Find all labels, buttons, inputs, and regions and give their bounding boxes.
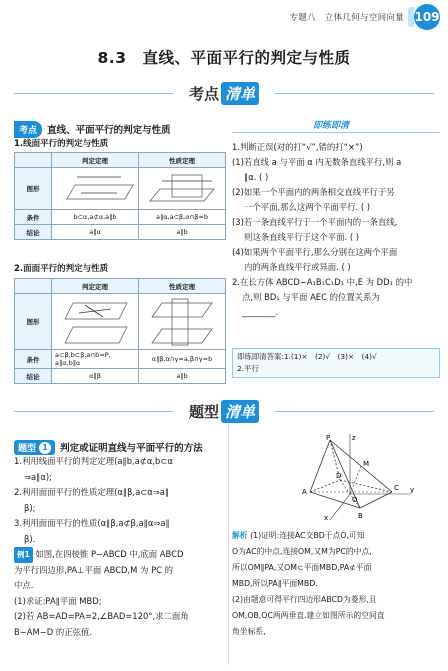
running-title: 专题八 立体几何与空间向量	[289, 13, 404, 23]
label-P: P	[326, 434, 331, 442]
label-M: M	[363, 460, 370, 468]
row-label: 图形	[15, 168, 52, 210]
solution-line: 所以OM∥PA,又OM⊂平面MBD,PA⊄平面	[232, 563, 372, 572]
method-line: 2.利用面面平行的性质定理(α∥β,a⊂α⇒a∥	[14, 487, 170, 497]
method-list	[14, 454, 226, 640]
figure-cell	[139, 294, 226, 350]
cond-cell: α∥β,α∩γ=a,β∩γ=b	[139, 350, 226, 369]
example-line: 为平行四边形,PA⊥平面 ABCD,M 为 PC 的	[14, 564, 174, 575]
banner-word-a: 题型	[188, 402, 219, 421]
question-line: 1.判断正误(对的打“√”,错的打“×”)	[232, 142, 363, 152]
example-line: (1)求证:PA∥平面 MBD;	[14, 595, 102, 606]
method-line: 3.利用面面平行的性质(α∥β,a⊄β,a∥α⇒a∥	[14, 518, 170, 528]
label-z: z	[352, 434, 356, 442]
label-B: B	[358, 512, 363, 520]
example-text: 如图,在四棱锥 P−ABCD 中,底面 ABCD	[35, 549, 184, 559]
practice-questions	[232, 140, 442, 320]
solution-line: (2)由题意可得平行四边形ABCD为菱形,且	[232, 595, 377, 604]
concl-cell: a∥α	[52, 225, 139, 240]
cond-cell: b⊂α,a⊄α,a∥b	[52, 210, 139, 225]
solution-line: MBD,所以PA∥平面MBD.	[232, 579, 318, 588]
question-line: 2.在长方体 ABCD−A₁B₁C₁D₁ 中,E 为 DD₁ 的中	[232, 277, 413, 287]
kaodian-tag: 考点	[14, 121, 42, 138]
row-label: 条件	[15, 350, 52, 369]
example-tag: 例1	[14, 547, 33, 563]
column-divider	[228, 425, 229, 665]
question-line: (4)如果两个平面平行,那么分别在这两个平面	[232, 247, 398, 257]
question-line: 一个平面,那么这两个平面平行. ( )	[244, 202, 371, 212]
question-line: (3)若一条直线平行于一个平面内的一条直线,	[232, 217, 398, 227]
table-header: 判定定理	[52, 153, 139, 168]
page-number: 109	[414, 4, 440, 30]
solution-line: O为AC的中点,连接OM,又M为PC的中点,	[232, 547, 372, 556]
question-line: (1)若直线 a 与平面 α 内无数条直线平行,则 a	[232, 157, 402, 167]
method-line: 1.利用线面平行的判定定理(a∥b,a⊄α,b⊂α	[14, 456, 173, 466]
row-label: 图形	[15, 294, 52, 350]
figure-cell	[52, 168, 139, 210]
solution-tag: 解析	[232, 531, 248, 540]
example-line: B−AM−D 的正弦值.	[14, 626, 93, 637]
kaodian-heading	[14, 118, 171, 138]
concl-cell: a∥b	[139, 369, 226, 384]
tixing-tag-label: 题型	[18, 444, 37, 454]
chapter-title: 8.3 直线、平面平行的判定与性质	[97, 49, 351, 67]
sub-title-2: 2.面面平行的判定与性质	[14, 264, 109, 274]
plane-line-figure	[142, 171, 222, 207]
row-label: 结论	[15, 225, 52, 240]
label-x: x	[324, 514, 329, 522]
plane-line-figure	[55, 171, 135, 207]
solution-line: 角坐标系,	[232, 627, 266, 636]
figure-cell	[52, 294, 139, 350]
label-y: y	[410, 486, 415, 494]
example-line: (2)若 AB=AD=PA=2,∠BAD=120°,求二面角	[14, 611, 189, 621]
banner-word-b: 清单	[221, 82, 259, 105]
answer-line: 即练即清答案:1.(1)× (2)√ (3)× (4)√	[237, 352, 377, 361]
kaodian-title: 直线、平面平行的判定与性质	[47, 125, 171, 136]
tixing-heading	[14, 436, 203, 455]
row-label: 条件	[15, 210, 52, 225]
table-plane-plane	[14, 278, 226, 384]
question-line: ________.	[242, 307, 279, 317]
banner-word-a: 考点	[188, 84, 219, 103]
tixing-tag	[14, 440, 55, 455]
example-line: 中点.	[14, 580, 34, 590]
cond-line: a⊂β,b⊂β,a∩b=P,	[55, 351, 111, 359]
jilian-title: 即练即清	[313, 121, 350, 131]
table-corner	[15, 153, 52, 168]
kaodian-banner	[0, 80, 448, 108]
concl-cell: α∥β	[52, 369, 139, 384]
concl-cell: a∥b	[139, 225, 226, 240]
plane-plane-figure	[142, 297, 222, 347]
tixing-banner	[0, 398, 448, 426]
answer-line: 2.平行	[237, 364, 259, 373]
sub-title-1: 1.线面平行的判定与性质	[14, 139, 109, 149]
question-line: 点,则 BD₁ 与平面 AEC 的位置关系为	[242, 292, 380, 302]
banner-word-b: 清单	[221, 400, 259, 423]
answer-box	[232, 348, 440, 378]
divider	[232, 132, 440, 133]
cond-cell: a∥α,a⊂β,α∩β=b	[139, 210, 226, 225]
example-line	[14, 547, 226, 563]
method-line: β).	[24, 533, 36, 544]
table-corner	[15, 279, 52, 294]
question-line: 内的两条直线平行或异面. ( )	[244, 262, 351, 272]
pyramid-figure	[270, 432, 420, 522]
cond-cell	[52, 350, 139, 369]
table-header: 性质定理	[139, 153, 226, 168]
method-line: β);	[24, 502, 36, 513]
tixing-num: 1	[39, 442, 51, 454]
cond-line: a∥α,b∥α	[55, 359, 81, 367]
solution-line: OM,OB,OC两两垂直.建立如图所示的空间直	[232, 611, 385, 620]
plane-plane-figure	[55, 297, 135, 347]
table-header: 性质定理	[139, 279, 226, 294]
row-label: 结论	[15, 369, 52, 384]
table-header: 判定定理	[52, 279, 139, 294]
label-O: O	[352, 496, 358, 504]
question-line: ∥α. ( )	[244, 172, 269, 182]
solution-line	[232, 528, 442, 544]
method-line: ⇒a∥α);	[24, 471, 52, 482]
table-line-plane	[14, 152, 226, 240]
question-line: 则这条直线平行于这个平面. ( )	[244, 232, 360, 242]
figure-cell	[139, 168, 226, 210]
tixing-title: 判定或证明直线与平面平行的方法	[60, 443, 203, 454]
solution-text: (1)证明:连接AC交BD于点O,可知	[250, 531, 365, 540]
label-A: A	[302, 488, 307, 496]
solution-block	[232, 528, 442, 640]
question-line: (2)如果一个平面内的两条相交直线平行于另	[232, 187, 395, 197]
label-C: C	[394, 484, 399, 492]
label-D: D	[336, 472, 342, 480]
